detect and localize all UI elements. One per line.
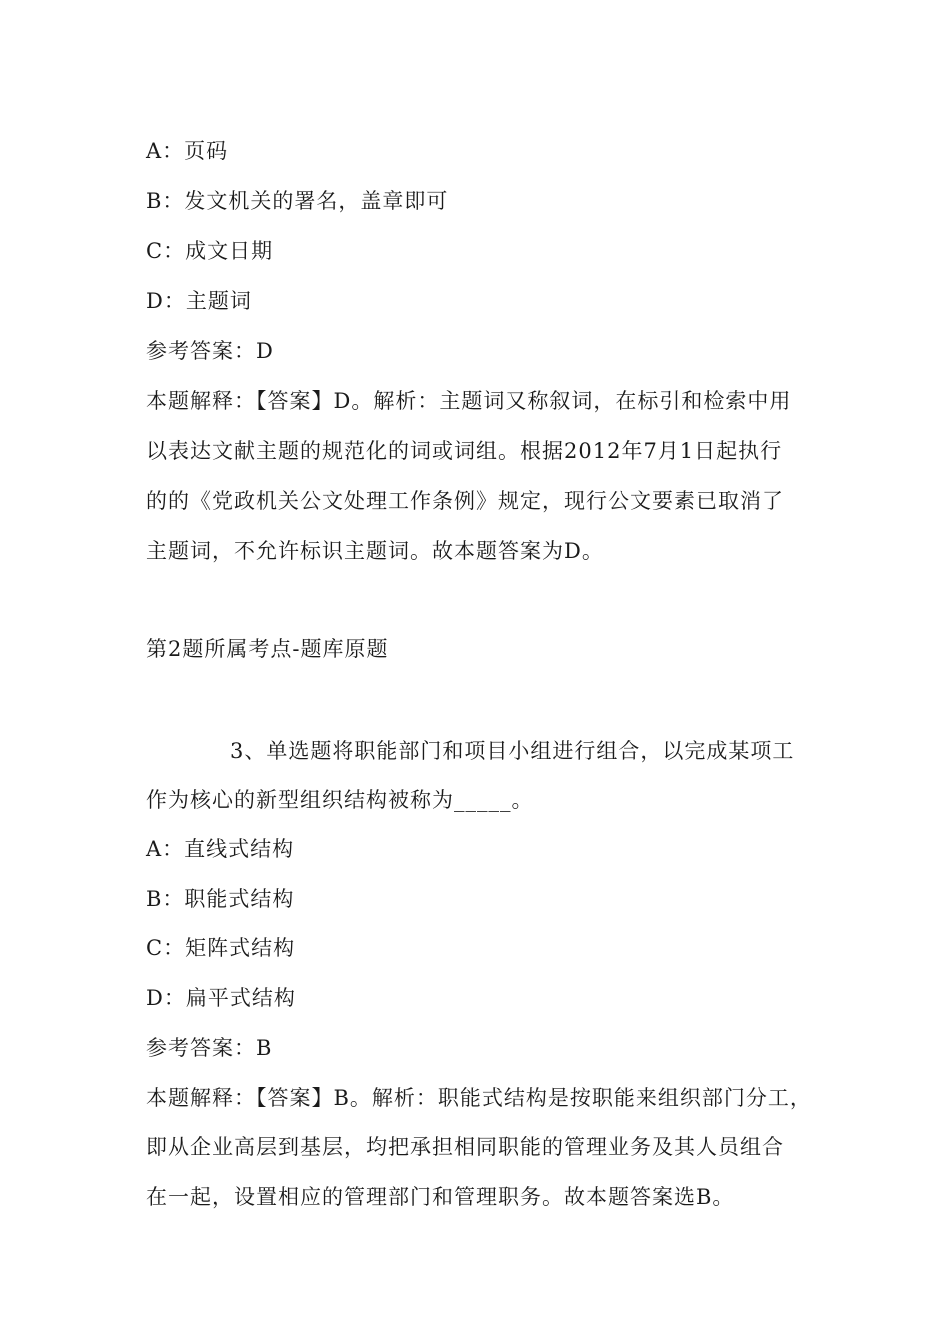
q3-question-line: 作为核心的新型组织结构被称为_____。 (146, 788, 534, 812)
q3-option-d: D：扁平式结构 (146, 986, 296, 1010)
q3-option-a: A：直线式结构 (146, 837, 295, 861)
q2-explanation-line: 的的《党政机关公文处理工作条例》规定，现行公文要素已取消了 (146, 489, 784, 513)
q2-option-b: B：发文机关的署名，盖章即可 (146, 189, 449, 213)
q2-option-c: C：成文日期 (146, 239, 274, 263)
q3-explanation-line: 本题解释：【答案】B。解析：职能式结构是按职能来组织部门分工， (146, 1086, 812, 1110)
q3-explanation-line: 即从企业高层到基层，均把承担相同职能的管理业务及其人员组合 (146, 1135, 784, 1159)
q2-explanation-line: 主题词，不允许标识主题词。故本题答案为D。 (146, 539, 604, 563)
q3-question-line: 3、单选题将职能部门和项目小组进行组合，以完成某项工 (230, 739, 795, 763)
q3-answer: 参考答案：B (146, 1036, 273, 1060)
q3-option-b: B：职能式结构 (146, 887, 295, 911)
q2-explanation-line: 本题解释：【答案】D。解析：主题词又称叙词，在标引和检索中用 (146, 389, 792, 413)
q2-answer: 参考答案：D (146, 339, 274, 363)
q2-topic: 第2题所属考点-题库原题 (146, 637, 389, 661)
q3-option-c: C：矩阵式结构 (146, 936, 296, 960)
q2-option-d: D：主题词 (146, 289, 252, 313)
q2-option-a: A：页码 (146, 139, 229, 163)
q3-explanation-line: 在一起，设置相应的管理部门和管理职务。故本题答案选B。 (146, 1185, 735, 1209)
q2-explanation-line: 以表达文献主题的规范化的词或词组。根据2012年7月1日起执行 (146, 439, 783, 463)
